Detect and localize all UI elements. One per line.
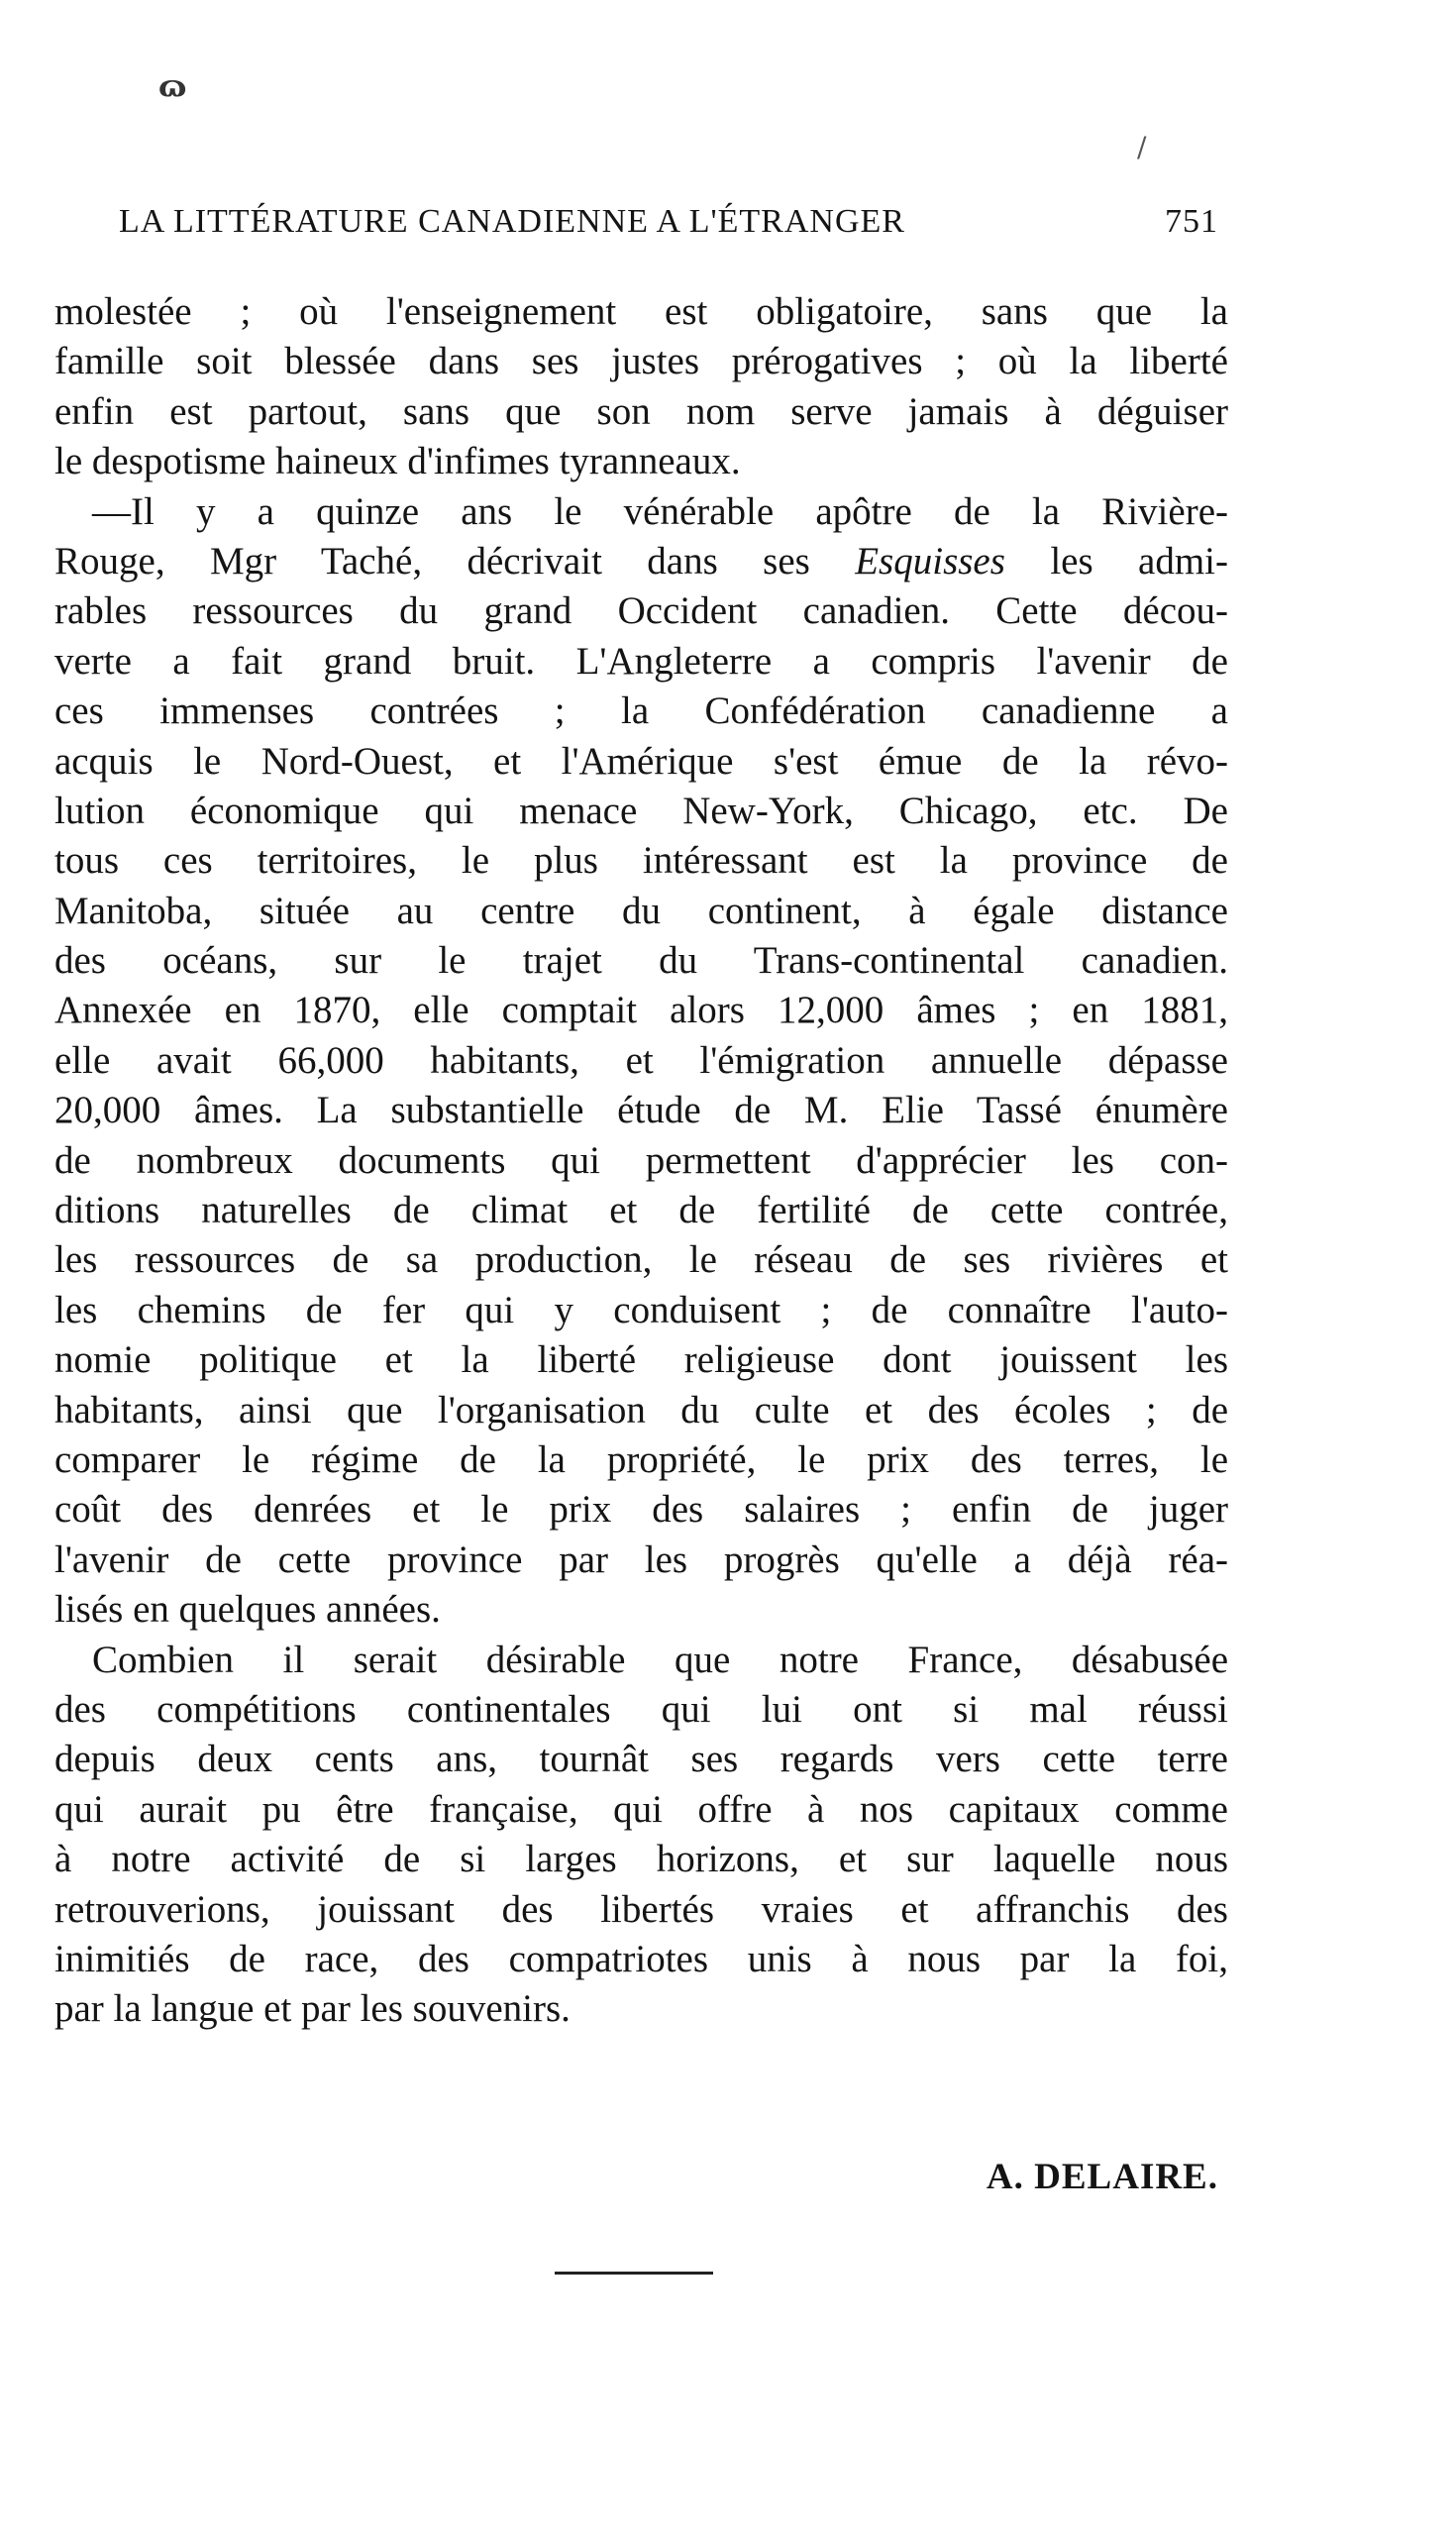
text-line: lisés en quelques années. [54,1588,441,1632]
text-line: famille soit blessée dans ses justes prérogatives ; où la liberté [54,340,1228,383]
text-line: le despotisme haineux d'infimes tyranneaux. [54,440,741,483]
text-line: qui aurait pu être française, qui offre à nos capitaux comme [54,1787,1228,1831]
text-line: 20,000 âmes. La substantielle étude de M. Elie Tassé énumère [54,1089,1228,1132]
text-line: les chemins de fer qui y conduisent ; de connaître l'auto- [54,1288,1228,1331]
text-line: lution économique qui menace New-York, Chicago, etc. De [54,789,1228,832]
text-line: Combien il serait désirable que notre France, désabusée [92,1638,1228,1681]
text-line: des océans, sur le trajet du Trans-continental canadien. [54,939,1228,983]
text-line: par la langue et par les souvenirs. [54,1987,571,2031]
text-line: verte a fait grand bruit. L'Angleterre a compris l'avenir de [54,639,1228,683]
text-line: coût des denrées et le prix des salaires ; enfin de juger [54,1488,1228,1532]
text-line: l'avenir de cette province par les progrès qu'elle a déjà réa- [54,1537,1228,1581]
text-line: ditions naturelles de climat et de fertilité de cette contrée, [54,1189,1228,1232]
text-line: comparer le régime de la propriété, le prix des terres, le [54,1437,1228,1481]
page-number: 751 [1165,203,1218,240]
italic-title: Esquisses [855,539,1005,583]
text-line: ces immenses contrées ; la Confédération canadienne a [54,689,1228,733]
text-line: nomie politique et la liberté religieuse dont jouissent les [54,1338,1228,1382]
text-line: depuis deux cents ans, tournât ses regards vers cette terre [54,1738,1228,1781]
text-line: elle avait 66,000 habitants, et l'émigration annuelle dépasse [54,1038,1228,1082]
text-line: à notre activité de si larges horizons, et sur laquelle nous [54,1838,1228,1881]
text-line: acquis le Nord-Ouest, et l'Amérique s'est émue de la révo- [54,739,1228,783]
text-line: Annexée en 1870, elle comptait alors 12,000 âmes ; en 1881, [54,989,1228,1032]
text-line: rables ressources du grand Occident canadien. Cette décou- [54,589,1228,633]
closing-rule [555,2272,713,2275]
text-line: —Il y a quinze ans le vénérable apôtre de la Rivière- [92,489,1228,533]
text-line: Rouge, Mgr Taché, décrivait dans ses Esquisses les admi- [54,539,1228,583]
author-signature: A. DELAIRE. [986,2157,1218,2197]
text-line: inimitiés de race, des compatriotes unis à nous par la foi, [54,1937,1228,1980]
text-line: Manitoba, située au centre du continent, à égale distance [54,889,1228,932]
text-line: retrouverions, jouissant des libertés vraies et affranchis des [54,1887,1228,1931]
running-header-title: LA LITTÉRATURE CANADIENNE A L'ÉTRANGER [119,203,905,240]
text-line: tous ces territoires, le plus intéressant est la province de [54,839,1228,883]
text-line: enfin est partout, sans que son nom serve jamais à déguiser [54,389,1228,433]
text-line: de nombreux documents qui permettent d'apprécier les con- [54,1138,1228,1182]
running-header [119,203,1218,241]
body-text [54,287,1228,2035]
text-line: les ressources de sa production, le réseau de ses rivières et [54,1238,1228,1282]
corner-tick-mark: / [1137,131,1147,163]
text-line: molestée ; où l'enseignement est obligatoire, sans que la [54,290,1228,333]
text-line: habitants, ainsi que l'organisation du culte et des écoles ; de [54,1388,1228,1431]
text-line: des compétitions continentales qui lui ont si mal réussi [54,1687,1228,1731]
top-margin-mark: ɷ [158,69,187,104]
